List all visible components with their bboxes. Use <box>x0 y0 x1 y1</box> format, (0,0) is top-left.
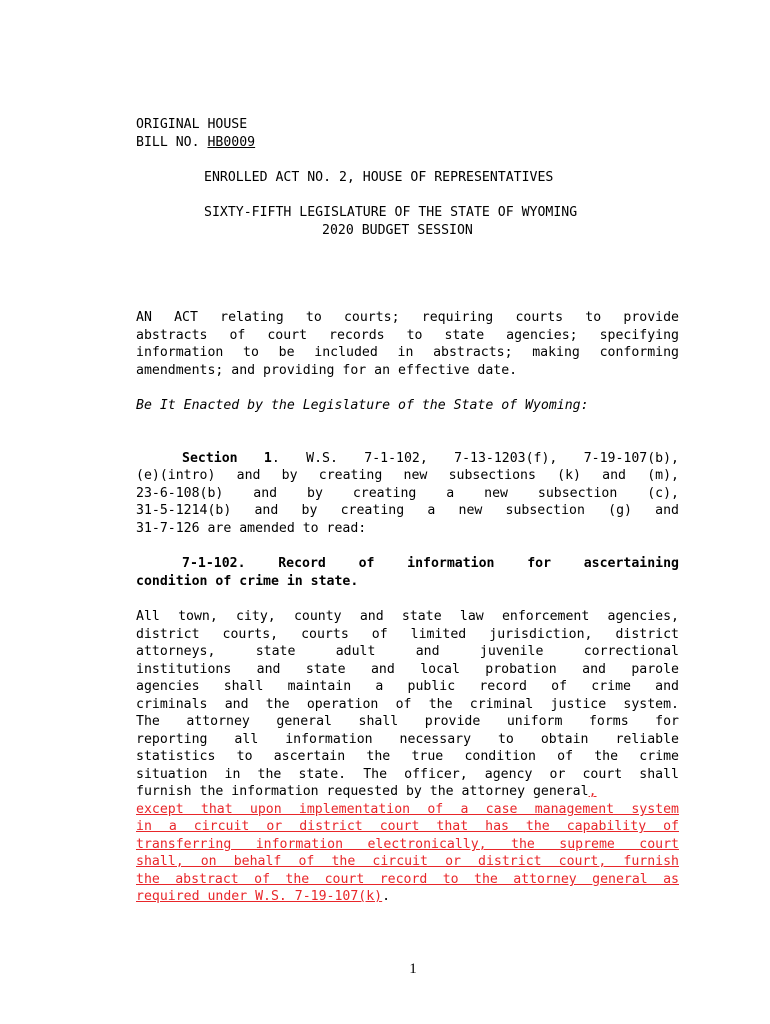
section-1-line: 31-5-1214(b) and by creating a new subsection (g) and <box>136 503 679 518</box>
section-1-line: 23-6-108(b) and by creating a new subsection (c), <box>136 486 679 501</box>
body-line: criminals and the operation of the criminal justice system. <box>136 697 679 712</box>
body-line: agencies shall maintain a public record of crime and <box>136 679 679 694</box>
page-number: 1 <box>409 961 417 977</box>
header-line-original-house: ORIGINAL HOUSE <box>136 117 248 132</box>
body-line: district courts, courts of limited jurisdiction, district <box>136 627 679 642</box>
act-title-last-line: amendments; and providing for an effective date. <box>136 363 518 378</box>
bill-number: HB0009 <box>207 135 256 150</box>
amendment-last-text: required under W.S. 7-19-107(k) <box>136 889 383 904</box>
act-title-line: information to be included in abstracts; making conforming <box>136 345 679 360</box>
bill-prefix: BILL NO. <box>136 135 208 150</box>
section-1-first-line <box>182 450 679 468</box>
act-title-line: AN ACT relating to courts; requiring courts to provide <box>136 310 679 325</box>
act-title-line: abstracts of court records to state agencies; specifying <box>136 328 679 343</box>
amendment-comma: , <box>588 784 597 799</box>
amendment-last-line <box>136 888 390 906</box>
legislature-line: SIXTY-FIFTH LEGISLATURE OF THE STATE OF WYOMING <box>204 205 578 220</box>
enrolled-act-line: ENROLLED ACT NO. 2, HOUSE OF REPRESENTATIVES <box>204 170 554 185</box>
section-1-first-line-text: . W.S. 7-1-102, 7-13-1203(f), 7-19-107(b), <box>271 451 679 466</box>
body-line: All town, city, county and state law enforcement agencies, <box>136 609 679 624</box>
body-line: institutions and state and local probation and parole <box>136 662 679 677</box>
amendment-line: shall, on behalf of the circuit or district court, furnish <box>136 854 679 869</box>
body-line: attorneys, state adult and juvenile correctional <box>136 644 679 659</box>
statute-heading-line1: 7-1-102. Record of information for ascertaining <box>182 556 679 571</box>
enacting-clause: Be It Enacted by the Legislature of the State of Wyoming: <box>136 398 589 413</box>
body-line: The attorney general shall provide uniform forms for <box>136 714 679 729</box>
body-line-with-amendment <box>136 783 597 801</box>
session-line: 2020 BUDGET SESSION <box>322 223 473 238</box>
section-1-line: (e)(intro) and by creating new subsections (k) and (m), <box>136 468 679 483</box>
body-line: situation in the state. The officer, agency or court shall <box>136 767 679 782</box>
amendment-line: the abstract of the court record to the attorney general as <box>136 872 679 887</box>
section-1-label: Section 1 <box>182 451 272 466</box>
body-line: statistics to ascertain the true condition of the crime <box>136 749 679 764</box>
body-line: reporting all information necessary to obtain reliable <box>136 732 679 747</box>
amendment-line: except that upon implementation of a case management system <box>136 802 679 817</box>
sentence-end-period: . <box>382 889 391 904</box>
section-1-last-line: 31-7-126 are amended to read: <box>136 521 367 536</box>
body-last-plain-text: furnish the information requested by the attorney general <box>136 784 589 799</box>
amendment-line: transferring information electronically, the supreme court <box>136 837 679 852</box>
amendment-line: in a circuit or district court that has the capability of <box>136 819 679 834</box>
statute-heading-line2: condition of crime in state. <box>136 574 359 589</box>
bill-number-line <box>136 134 255 152</box>
